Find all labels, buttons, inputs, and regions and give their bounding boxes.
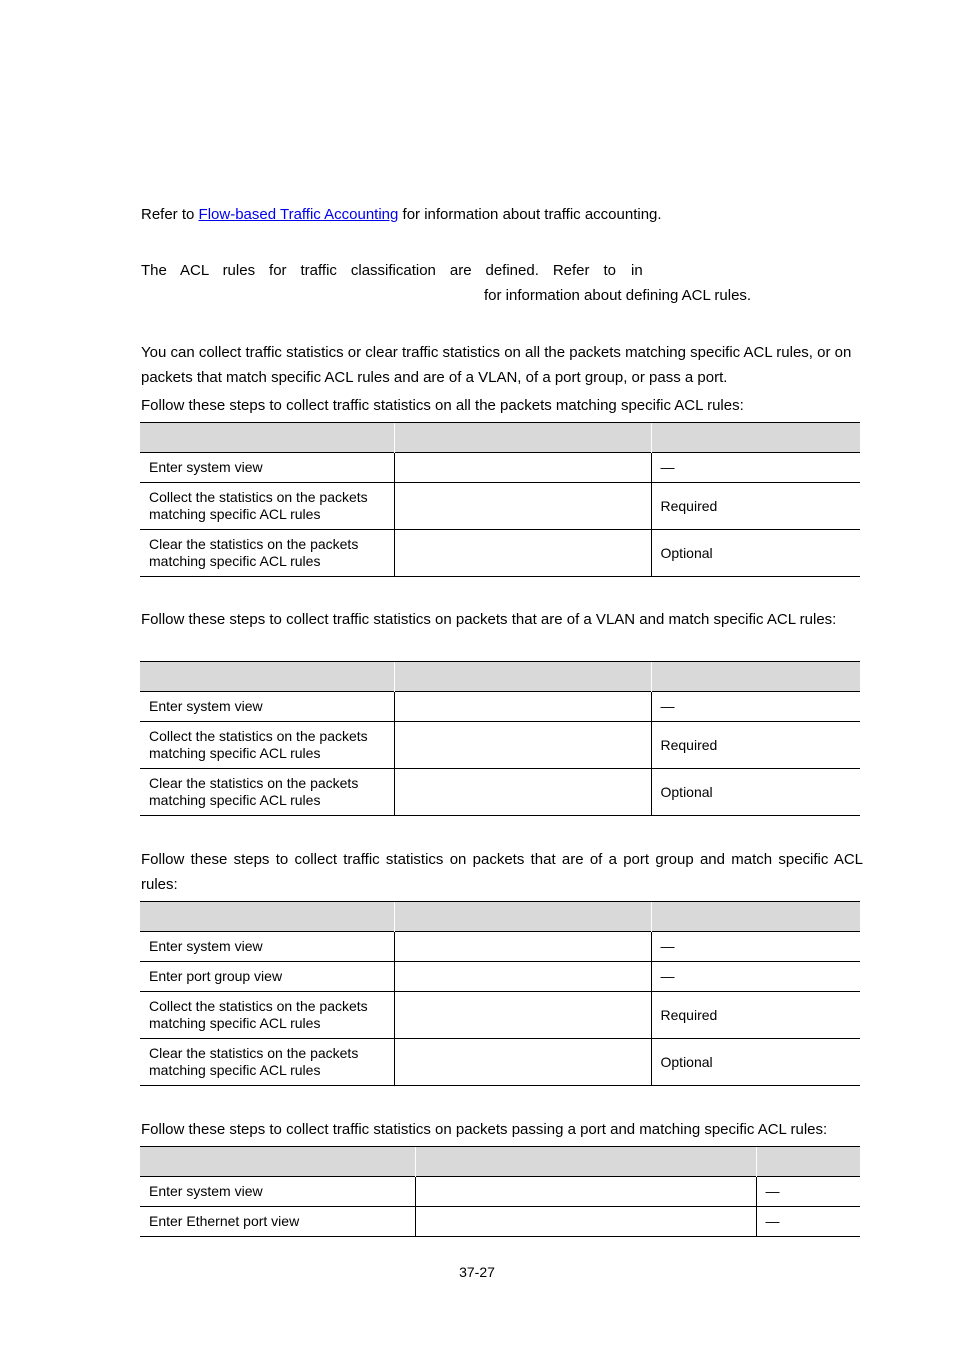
- procedure-intro: You can collect traffic statistics or clear traffic statistics on all the packets matching specific ACL rules, or on packets that match specific ACL rules and are of a VLAN, of a port group, or pass a port.: [141, 344, 852, 386]
- table-row: [140, 1207, 860, 1237]
- command-cell: [394, 962, 651, 992]
- table-header: [140, 1147, 860, 1177]
- table-row: [140, 483, 860, 530]
- step-cell: Clear the statistics on the packets matching specific ACL rules: [140, 530, 394, 577]
- step-cell: Clear the statistics on the packets matching specific ACL rules: [140, 769, 394, 816]
- table-row: [140, 722, 860, 769]
- step-cell: Collect the statistics on the packets matching specific ACL rules: [140, 483, 394, 530]
- command-cell: [394, 692, 651, 722]
- table-row: [140, 530, 860, 577]
- command-cell: [394, 992, 651, 1039]
- step-cell: Collect the statistics on the packets matching specific ACL rules: [140, 992, 394, 1039]
- remarks-cell: —: [651, 962, 860, 992]
- table-header: [140, 423, 860, 453]
- command-cell: [394, 932, 651, 962]
- remarks-cell: Optional: [651, 530, 860, 577]
- remarks-cell: —: [651, 453, 860, 483]
- steps-portgroup-heading: Follow these steps to collect traffic statistics on packets that are of a port group and match specific ACL rules:: [141, 851, 863, 893]
- command-cell: [394, 530, 651, 577]
- prerequisite-text-b: in: [631, 262, 643, 279]
- command-cell: [394, 483, 651, 530]
- steps-all-heading: Follow these steps to collect traffic statistics on all the packets matching specific ACL rules:: [141, 397, 744, 414]
- step-cell: Enter system view: [140, 692, 394, 722]
- refer-paragraph: [141, 202, 863, 227]
- steps-table-vlan: [140, 661, 860, 816]
- command-cell: [394, 1039, 651, 1086]
- steps-port-heading: Follow these steps to collect traffic statistics on packets passing a port and matching specific ACL rules:: [141, 1121, 828, 1138]
- refer-suffix: for information about traffic accounting.: [398, 206, 662, 223]
- step-cell: Enter system view: [140, 453, 394, 483]
- table-row: [140, 1039, 860, 1086]
- table-header: [140, 662, 860, 692]
- remarks-cell: Required: [651, 992, 860, 1039]
- prerequisite-line-2: for information about defining ACL rules.: [484, 287, 752, 304]
- refer-prefix: Refer to: [141, 206, 199, 223]
- remarks-cell: Required: [651, 722, 860, 769]
- step-cell: Enter system view: [140, 932, 394, 962]
- steps-table-all: [140, 422, 860, 577]
- table-row: [140, 992, 860, 1039]
- table-row: [140, 769, 860, 816]
- remarks-cell: Optional: [651, 1039, 860, 1086]
- command-cell: [415, 1177, 756, 1207]
- remarks-cell: —: [756, 1207, 860, 1237]
- remarks-cell: —: [756, 1177, 860, 1207]
- step-cell: Enter port group view: [140, 962, 394, 992]
- table-row: [140, 453, 860, 483]
- flow-based-traffic-accounting-link[interactable]: Flow-based Traffic Accounting: [198, 206, 399, 223]
- command-cell: [394, 453, 651, 483]
- table-row: [140, 932, 860, 962]
- remarks-cell: —: [651, 932, 860, 962]
- step-cell: Enter Ethernet port view: [140, 1207, 415, 1237]
- steps-table-port: [140, 1146, 860, 1237]
- table-header: [140, 902, 860, 932]
- page-number: 37-27: [459, 1264, 495, 1280]
- prerequisite-line-1: [141, 258, 646, 283]
- command-cell: [415, 1207, 756, 1237]
- step-cell: Collect the statistics on the packets matching specific ACL rules: [140, 722, 394, 769]
- step-cell: Clear the statistics on the packets matching specific ACL rules: [140, 1039, 394, 1086]
- steps-table-portgroup: [140, 901, 860, 1086]
- table-row: [140, 692, 860, 722]
- steps-vlan-heading: Follow these steps to collect traffic statistics on packets that are of a VLAN and match specific ACL rules:: [141, 611, 837, 628]
- prerequisite-text-a: The ACL rules for traffic classification are defined. Refer to: [141, 262, 616, 279]
- step-cell: Enter system view: [140, 1177, 415, 1207]
- remarks-cell: —: [651, 692, 860, 722]
- remarks-cell: Required: [651, 483, 860, 530]
- command-cell: [394, 769, 651, 816]
- remarks-cell: Optional: [651, 769, 860, 816]
- table-row: [140, 1177, 860, 1207]
- table-row: [140, 962, 860, 992]
- command-cell: [394, 722, 651, 769]
